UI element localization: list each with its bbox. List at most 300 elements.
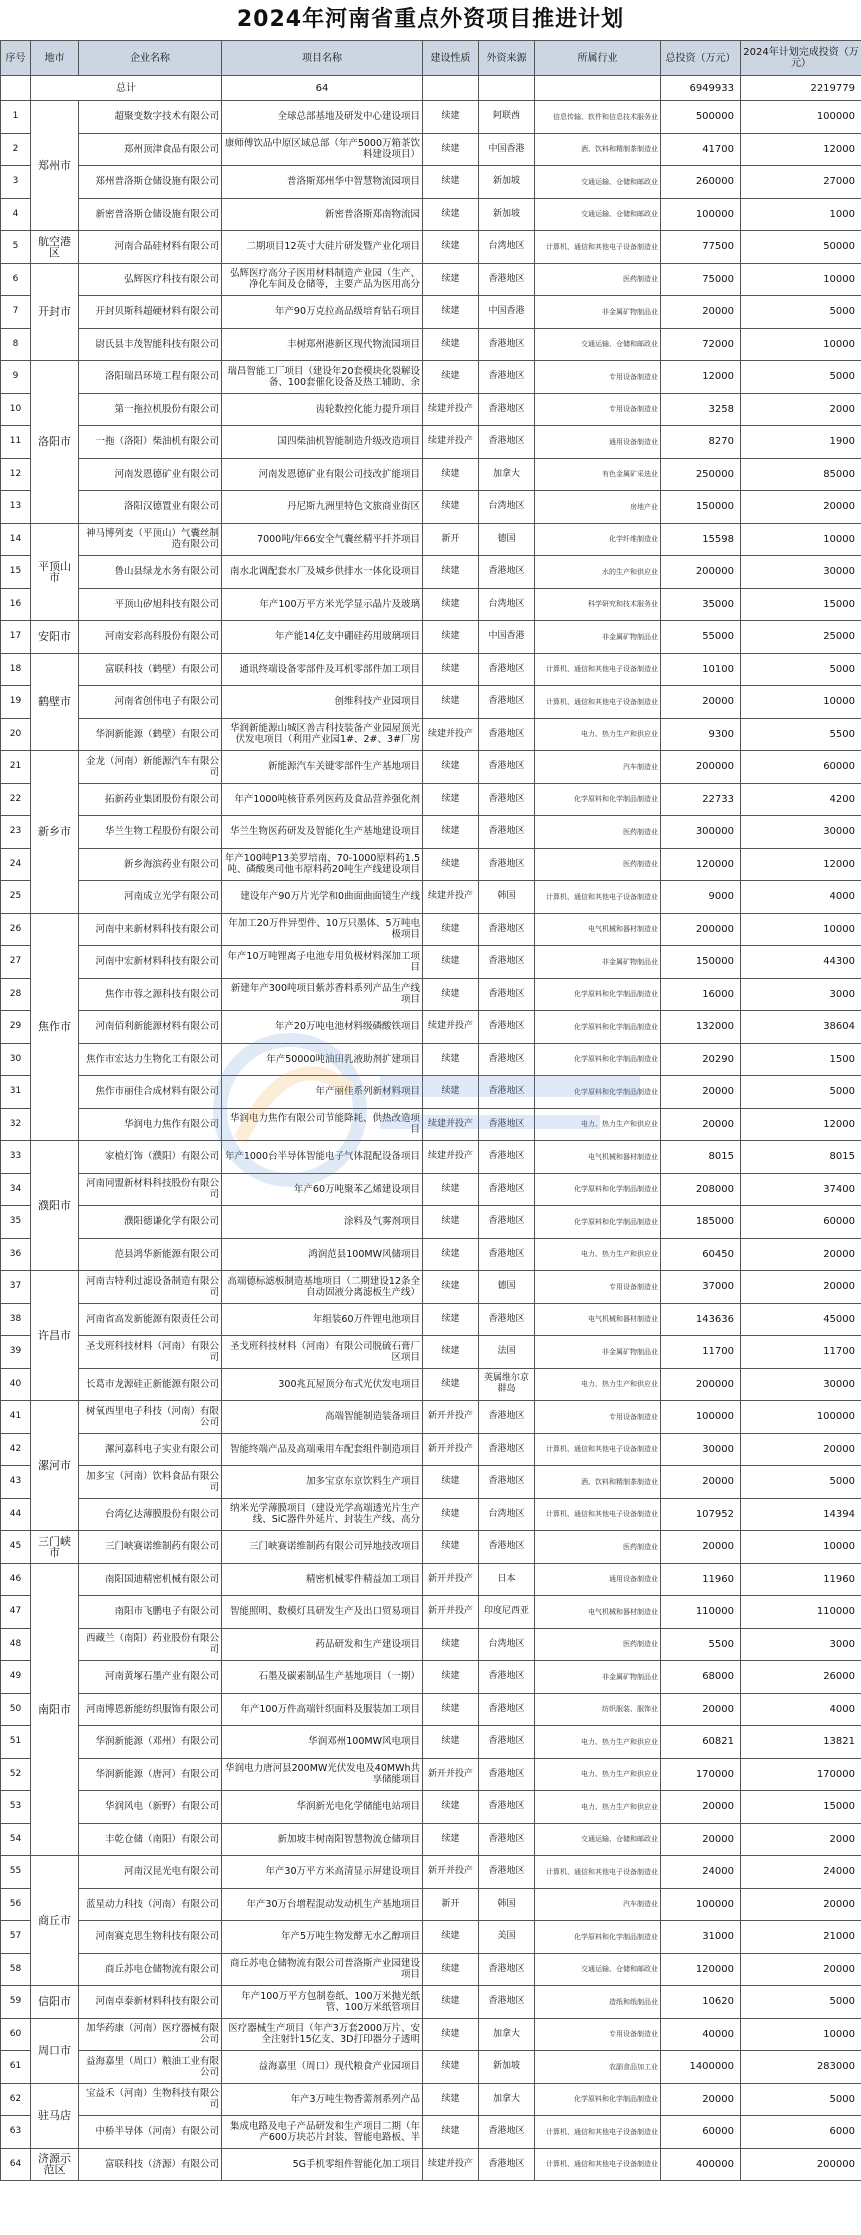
row-project: 年组装60万件锂电池项目 xyxy=(222,1303,423,1336)
row-industry: 交通运输、仓储和邮政业 xyxy=(535,1823,661,1856)
row-nature: 续建 xyxy=(423,328,479,361)
row-nature: 续建 xyxy=(423,1726,479,1759)
row-source: 加拿大 xyxy=(479,2083,535,2116)
table-row xyxy=(1,783,861,816)
row-nature: 续建 xyxy=(423,588,479,621)
row-city: 南阳市 xyxy=(31,1563,79,1856)
row-total-invest: 143636 xyxy=(661,1303,741,1336)
row-source: 香港地区 xyxy=(479,263,535,296)
row-company: 丰乾仓储（南阳）有限公司 xyxy=(79,1823,222,1856)
row-company: 新乡海滨药业有限公司 xyxy=(79,848,222,881)
total-count: 64 xyxy=(222,76,423,101)
row-company: 商丘苏电仓储物流有限公司 xyxy=(79,1953,222,1986)
row-company: 河南卓泰新材料科技有限公司 xyxy=(79,1986,222,2019)
row-nature: 续建 xyxy=(423,686,479,719)
row-project: 三门峡赛诺维制药有限公司异地技改项目 xyxy=(222,1531,423,1564)
row-nature: 续建 xyxy=(423,1791,479,1824)
row-project: 年加工20万件异型件、10万只墨体、5万吨电极项目 xyxy=(222,913,423,946)
row-plan-invest: 30000 xyxy=(741,816,861,849)
row-source: 香港地区 xyxy=(479,1856,535,1889)
row-company: 华润新能源（鹤壁）有限公司 xyxy=(79,718,222,751)
row-total-invest: 150000 xyxy=(661,491,741,524)
row-company: 宝益禾（河南）生物科技有限公司 xyxy=(79,2083,222,2116)
row-no: 26 xyxy=(1,913,31,946)
table-row xyxy=(1,198,861,231)
row-source: 德国 xyxy=(479,1271,535,1304)
row-no: 6 xyxy=(1,263,31,296)
row-nature: 续建 xyxy=(423,263,479,296)
row-source: 法国 xyxy=(479,1336,535,1369)
row-source: 香港地区 xyxy=(479,1206,535,1239)
table-row xyxy=(1,328,861,361)
row-project: 新加坡丰树南阳智慧物流仓储项目 xyxy=(222,1823,423,1856)
col-header-source: 外资来源 xyxy=(479,41,535,76)
row-total-invest: 110000 xyxy=(661,1596,741,1629)
row-nature: 新开并投产 xyxy=(423,1433,479,1466)
row-total-invest: 3258 xyxy=(661,393,741,426)
table-row xyxy=(1,1758,861,1791)
table-row xyxy=(1,686,861,719)
row-company: 河南省创伟电子有限公司 xyxy=(79,686,222,719)
table-row xyxy=(1,913,861,946)
row-plan-invest: 4000 xyxy=(741,1693,861,1726)
row-industry: 通用设备制造业 xyxy=(535,1563,661,1596)
row-plan-invest: 283000 xyxy=(741,2051,861,2084)
row-project: 全球总部基地及研发中心建设项目 xyxy=(222,101,423,134)
row-industry: 电力、热力生产和供应业 xyxy=(535,1238,661,1271)
row-plan-invest: 100000 xyxy=(741,1401,861,1434)
table-row xyxy=(1,978,861,1011)
row-project: 华润新能源山城区善吉科技装备产业园屋顶光伏发电项目（利用产业园1#、2#、3#厂房 xyxy=(222,718,423,751)
row-source: 新加坡 xyxy=(479,166,535,199)
row-nature: 续建 xyxy=(423,1661,479,1694)
row-no: 41 xyxy=(1,1401,31,1434)
row-project: 集成电路及电子产品研发和生产项目二期（年产600万块芯片封装、智能电路板、半 xyxy=(222,2116,423,2149)
row-source: 香港地区 xyxy=(479,816,535,849)
row-company: 河南发恩德矿业有限公司 xyxy=(79,458,222,491)
total-row xyxy=(1,76,861,101)
row-no: 29 xyxy=(1,1011,31,1044)
table-row xyxy=(1,1011,861,1044)
row-total-invest: 9000 xyxy=(661,881,741,914)
row-total-invest: 20000 xyxy=(661,1823,741,1856)
row-company: 濮阳德谦化学有限公司 xyxy=(79,1206,222,1239)
row-plan-invest: 10000 xyxy=(741,328,861,361)
row-source: 台湾地区 xyxy=(479,588,535,621)
row-total-invest: 11960 xyxy=(661,1563,741,1596)
row-industry: 交通运输、仓储和邮政业 xyxy=(535,166,661,199)
row-source: 台湾地区 xyxy=(479,491,535,524)
row-no: 43 xyxy=(1,1466,31,1499)
row-plan-invest: 5000 xyxy=(741,653,861,686)
row-total-invest: 150000 xyxy=(661,946,741,979)
table-row xyxy=(1,523,861,556)
row-no: 34 xyxy=(1,1173,31,1206)
row-nature: 续建并投产 xyxy=(423,1108,479,1141)
row-nature: 续建 xyxy=(423,1173,479,1206)
row-source: 香港地区 xyxy=(479,1303,535,1336)
row-total-invest: 72000 xyxy=(661,328,741,361)
row-project: 年产30万台增程混动发动机生产基地项目 xyxy=(222,1888,423,1921)
row-nature: 续建 xyxy=(423,2018,479,2051)
row-no: 56 xyxy=(1,1888,31,1921)
row-no: 24 xyxy=(1,848,31,881)
row-source: 韩国 xyxy=(479,1888,535,1921)
row-source: 中国香港 xyxy=(479,296,535,329)
row-nature: 续建 xyxy=(423,133,479,166)
row-source: 英属维尔京群岛 xyxy=(479,1368,535,1401)
row-industry: 农副食品加工业 xyxy=(535,2051,661,2084)
table-row xyxy=(1,263,861,296)
row-nature: 续建并投产 xyxy=(423,881,479,914)
row-industry: 水的生产和供应业 xyxy=(535,556,661,589)
row-company: 河南安彩高科股份有限公司 xyxy=(79,621,222,654)
row-city: 洛阳市 xyxy=(31,361,79,524)
row-nature: 续建 xyxy=(423,621,479,654)
row-plan-invest: 14394 xyxy=(741,1498,861,1531)
row-city: 安阳市 xyxy=(31,621,79,654)
row-source: 香港地区 xyxy=(479,1108,535,1141)
row-no: 54 xyxy=(1,1823,31,1856)
row-industry: 化学原料和化学制品制造业 xyxy=(535,1206,661,1239)
row-total-invest: 15598 xyxy=(661,523,741,556)
col-header-city: 地市 xyxy=(31,41,79,76)
row-plan-invest: 3000 xyxy=(741,1628,861,1661)
row-no: 57 xyxy=(1,1921,31,1954)
row-plan-invest: 50000 xyxy=(741,231,861,264)
row-project: 年产1000台半导体智能电子气体混配设备项目 xyxy=(222,1141,423,1174)
row-plan-invest: 1500 xyxy=(741,1043,861,1076)
row-plan-invest: 30000 xyxy=(741,556,861,589)
table-row xyxy=(1,1238,861,1271)
row-plan-invest: 5000 xyxy=(741,2083,861,2116)
row-company: 加多宝（河南）饮料食品有限公司 xyxy=(79,1466,222,1499)
table-row xyxy=(1,1661,861,1694)
table-row xyxy=(1,1433,861,1466)
row-source: 香港地区 xyxy=(479,718,535,751)
table-row xyxy=(1,1856,861,1889)
row-no: 16 xyxy=(1,588,31,621)
row-source: 香港地区 xyxy=(479,1726,535,1759)
row-industry: 化学原料和化学制品制造业 xyxy=(535,1076,661,1109)
table-row xyxy=(1,1303,861,1336)
row-industry: 专用设备制造业 xyxy=(535,393,661,426)
row-nature: 续建 xyxy=(423,1076,479,1109)
table-row xyxy=(1,816,861,849)
row-no: 42 xyxy=(1,1433,31,1466)
table-row xyxy=(1,491,861,524)
row-no: 51 xyxy=(1,1726,31,1759)
row-no: 32 xyxy=(1,1108,31,1141)
row-nature: 新开 xyxy=(423,1888,479,1921)
row-project: 智能终端产品及高端乘用车配套组件制造项目 xyxy=(222,1433,423,1466)
row-plan-invest: 5000 xyxy=(741,1466,861,1499)
row-no: 44 xyxy=(1,1498,31,1531)
row-project: 年产30万平方米高清显示屏建设项目 xyxy=(222,1856,423,1889)
row-company: 平顶山矽旭科技有限公司 xyxy=(79,588,222,621)
row-no: 25 xyxy=(1,881,31,914)
table-row xyxy=(1,1953,861,1986)
row-industry: 医药制造业 xyxy=(535,1628,661,1661)
table-row xyxy=(1,1791,861,1824)
row-nature: 续建 xyxy=(423,2083,479,2116)
row-project: 齿轮数控化能力提升项目 xyxy=(222,393,423,426)
table-row xyxy=(1,621,861,654)
row-plan-invest: 85000 xyxy=(741,458,861,491)
row-nature: 续建 xyxy=(423,783,479,816)
row-company: 圣戈班科技材料（河南）有限公司 xyxy=(79,1336,222,1369)
row-city: 新乡市 xyxy=(31,751,79,914)
row-nature: 续建 xyxy=(423,491,479,524)
row-nature: 续建 xyxy=(423,751,479,784)
row-no: 59 xyxy=(1,1986,31,2019)
table-row xyxy=(1,718,861,751)
row-nature: 续建 xyxy=(423,296,479,329)
row-project: 加多宝京东京饮料生产项目 xyxy=(222,1466,423,1499)
row-no: 39 xyxy=(1,1336,31,1369)
row-company: 华兰生物工程股份有限公司 xyxy=(79,816,222,849)
row-plan-invest: 11700 xyxy=(741,1336,861,1369)
row-total-invest: 68000 xyxy=(661,1661,741,1694)
row-plan-invest: 11960 xyxy=(741,1563,861,1596)
row-project: 高端智能制造装备项目 xyxy=(222,1401,423,1434)
row-industry: 电力、热力生产和供应业 xyxy=(535,1108,661,1141)
row-nature: 续建 xyxy=(423,946,479,979)
row-source: 新加坡 xyxy=(479,2051,535,2084)
row-nature: 续建并投产 xyxy=(423,426,479,459)
row-source: 香港地区 xyxy=(479,751,535,784)
row-source: 香港地区 xyxy=(479,1531,535,1564)
row-company: 新密普洛斯仓储设施有限公司 xyxy=(79,198,222,231)
row-project: 圣戈班科技材料（河南）有限公司脱硫石膏厂区项目 xyxy=(222,1336,423,1369)
row-plan-invest: 21000 xyxy=(741,1921,861,1954)
row-project: 年产100万平方米光学显示晶片及玻璃 xyxy=(222,588,423,621)
row-nature: 续建并投产 xyxy=(423,1141,479,1174)
row-total-invest: 208000 xyxy=(661,1173,741,1206)
row-company: 洛阳瑞昌环境工程有限公司 xyxy=(79,361,222,394)
table-row xyxy=(1,1628,861,1661)
row-industry: 酒、饮料和精制茶制造业 xyxy=(535,133,661,166)
row-source: 香港地区 xyxy=(479,1953,535,1986)
table-row xyxy=(1,1596,861,1629)
row-nature: 新开 xyxy=(423,523,479,556)
row-nature: 续建 xyxy=(423,2051,479,2084)
row-industry: 化学原料和化学制品制造业 xyxy=(535,1921,661,1954)
row-source: 香港地区 xyxy=(479,1076,535,1109)
row-plan-invest: 20000 xyxy=(741,1271,861,1304)
row-total-invest: 22733 xyxy=(661,783,741,816)
total-label: 总计 xyxy=(31,76,222,101)
row-no: 10 xyxy=(1,393,31,426)
table-row xyxy=(1,2083,861,2116)
table-row xyxy=(1,133,861,166)
row-source: 香港地区 xyxy=(479,2148,535,2181)
table-row xyxy=(1,1336,861,1369)
row-city: 商丘市 xyxy=(31,1856,79,1986)
row-source: 香港地区 xyxy=(479,556,535,589)
row-total-invest: 24000 xyxy=(661,1856,741,1889)
row-source: 阿联酋 xyxy=(479,101,535,134)
row-source: 香港地区 xyxy=(479,1758,535,1791)
row-source: 台湾地区 xyxy=(479,1628,535,1661)
row-nature: 新开并投产 xyxy=(423,1758,479,1791)
row-plan-invest: 170000 xyxy=(741,1758,861,1791)
table-row xyxy=(1,2051,861,2084)
table-row xyxy=(1,848,861,881)
row-project: 商丘苏电仓储物流有限公司普洛斯产业园建设项目 xyxy=(222,1953,423,1986)
row-project: 弘辉医疗高分子医用材料制造产业园（生产、净化车间及仓储等，主要产品为医用高分 xyxy=(222,263,423,296)
row-nature: 续建 xyxy=(423,653,479,686)
row-industry: 造纸和纸制品业 xyxy=(535,1986,661,2019)
row-industry: 非金属矿物制品业 xyxy=(535,1661,661,1694)
table-row xyxy=(1,1141,861,1174)
row-industry: 电气机械和器材制造业 xyxy=(535,1303,661,1336)
table-row xyxy=(1,231,861,264)
row-source: 香港地区 xyxy=(479,1693,535,1726)
row-plan-invest: 12000 xyxy=(741,133,861,166)
row-nature: 续建 xyxy=(423,1303,479,1336)
row-company: 超聚变数字技术有限公司 xyxy=(79,101,222,134)
row-no: 31 xyxy=(1,1076,31,1109)
row-company: 富联科技（鹤壁）有限公司 xyxy=(79,653,222,686)
row-industry: 通用设备制造业 xyxy=(535,426,661,459)
row-nature: 续建 xyxy=(423,1823,479,1856)
table-row xyxy=(1,1921,861,1954)
row-project: 年产100吨P13美罗培南、70-1000原料药1.5吨、磷酸奥司他韦原料药20吨生产线建设项目 xyxy=(222,848,423,881)
table-row xyxy=(1,1206,861,1239)
row-company: 河南合晶硅材料有限公司 xyxy=(79,231,222,264)
row-company: 河南省高发新能源有限责任公司 xyxy=(79,1303,222,1336)
row-source: 台湾地区 xyxy=(479,231,535,264)
row-project: 精密机械零件精益加工项目 xyxy=(222,1563,423,1596)
row-no: 62 xyxy=(1,2083,31,2116)
row-nature: 续建 xyxy=(423,2116,479,2149)
row-nature: 续建 xyxy=(423,1206,479,1239)
row-project: 新密普洛斯郑南物流园 xyxy=(222,198,423,231)
row-company: 开封贝斯科超硬材料有限公司 xyxy=(79,296,222,329)
row-plan-invest: 38604 xyxy=(741,1011,861,1044)
row-plan-invest: 20000 xyxy=(741,1433,861,1466)
row-industry: 计算机、通信和其他电子设备制造业 xyxy=(535,2116,661,2149)
row-nature: 续建 xyxy=(423,1368,479,1401)
row-plan-invest: 26000 xyxy=(741,1661,861,1694)
row-project: 建设年产90万片光学和0曲面曲面镜生产线 xyxy=(222,881,423,914)
row-industry: 交通运输、仓储和邮政业 xyxy=(535,198,661,231)
row-project: 年产50000吨油田乳液助剂扩建项目 xyxy=(222,1043,423,1076)
row-industry: 计算机、通信和其他电子设备制造业 xyxy=(535,881,661,914)
table-row xyxy=(1,426,861,459)
row-plan-invest: 10000 xyxy=(741,523,861,556)
row-industry: 医药制造业 xyxy=(535,816,661,849)
row-industry: 电力、热力生产和供应业 xyxy=(535,1791,661,1824)
row-industry: 电力、热力生产和供应业 xyxy=(535,1758,661,1791)
row-industry: 房地产业 xyxy=(535,491,661,524)
row-no: 35 xyxy=(1,1206,31,1239)
row-no: 58 xyxy=(1,1953,31,1986)
col-header-project: 项目名称 xyxy=(222,41,423,76)
row-source: 韩国 xyxy=(479,881,535,914)
row-nature: 新开并投产 xyxy=(423,1596,479,1629)
row-industry: 计算机、通信和其他电子设备制造业 xyxy=(535,231,661,264)
row-plan-invest: 60000 xyxy=(741,751,861,784)
row-total-invest: 10620 xyxy=(661,1986,741,2019)
row-total-invest: 100000 xyxy=(661,1888,741,1921)
row-industry: 医药制造业 xyxy=(535,848,661,881)
table-row xyxy=(1,393,861,426)
row-company: 华润新能源（邓州）有限公司 xyxy=(79,1726,222,1759)
row-company: 弘辉医疗科技有限公司 xyxy=(79,263,222,296)
row-industry: 计算机、通信和其他电子设备制造业 xyxy=(535,653,661,686)
row-no: 63 xyxy=(1,2116,31,2149)
row-total-invest: 132000 xyxy=(661,1011,741,1044)
row-source: 印度尼西亚 xyxy=(479,1596,535,1629)
row-city: 信阳市 xyxy=(31,1986,79,2019)
row-source: 香港地区 xyxy=(479,361,535,394)
row-company: 河南佰利新能源材料有限公司 xyxy=(79,1011,222,1044)
table-row xyxy=(1,653,861,686)
row-source: 香港地区 xyxy=(479,426,535,459)
row-total-invest: 500000 xyxy=(661,101,741,134)
row-no: 15 xyxy=(1,556,31,589)
row-industry: 酒、饮料和精制茶制造业 xyxy=(535,1466,661,1499)
row-total-invest: 77500 xyxy=(661,231,741,264)
row-plan-invest: 10000 xyxy=(741,263,861,296)
row-no: 17 xyxy=(1,621,31,654)
row-source: 香港地区 xyxy=(479,2116,535,2149)
row-plan-invest: 45000 xyxy=(741,1303,861,1336)
row-source: 香港地区 xyxy=(479,913,535,946)
row-project: 年产100万件高端针织面料及服装加工项目 xyxy=(222,1693,423,1726)
row-total-invest: 55000 xyxy=(661,621,741,654)
row-nature: 续建 xyxy=(423,361,479,394)
table-row xyxy=(1,2148,861,2181)
row-source: 加拿大 xyxy=(479,458,535,491)
row-industry: 化学原料和化学制品制造业 xyxy=(535,1011,661,1044)
row-total-invest: 11700 xyxy=(661,1336,741,1369)
row-project: 年产60万吨聚苯乙烯建设项目 xyxy=(222,1173,423,1206)
row-industry: 汽车制造业 xyxy=(535,1888,661,1921)
row-company: 台湾亿达薄膜股份有限公司 xyxy=(79,1498,222,1531)
row-industry: 汽车制造业 xyxy=(535,751,661,784)
table-row xyxy=(1,1108,861,1141)
table-row xyxy=(1,1043,861,1076)
row-industry: 纺织服装、服饰业 xyxy=(535,1693,661,1726)
row-project: 涂料及气雾剂项目 xyxy=(222,1206,423,1239)
row-industry: 有色金属矿采选业 xyxy=(535,458,661,491)
row-project: 年产1000吨核苷系列医药及食品营养强化剂 xyxy=(222,783,423,816)
row-no: 60 xyxy=(1,2018,31,2051)
row-total-invest: 5500 xyxy=(661,1628,741,1661)
row-total-invest: 31000 xyxy=(661,1921,741,1954)
row-project: 华润邓州100MW风电项目 xyxy=(222,1726,423,1759)
row-no: 21 xyxy=(1,751,31,784)
table-row xyxy=(1,881,861,914)
row-total-invest: 20000 xyxy=(661,1076,741,1109)
table-row xyxy=(1,296,861,329)
row-no: 40 xyxy=(1,1368,31,1401)
row-company: 河南黄塚石墨产业有限公司 xyxy=(79,1661,222,1694)
row-project: 康师傅饮品中原区域总部（年产5000万箱茶饮料建设项目） xyxy=(222,133,423,166)
row-plan-invest: 15000 xyxy=(741,588,861,621)
page-title: 2024年河南省重点外资项目推进计划 xyxy=(236,7,625,32)
row-project: 年产丽佳系列新材料项目 xyxy=(222,1076,423,1109)
row-total-invest: 20000 xyxy=(661,686,741,719)
row-nature: 续建并投产 xyxy=(423,393,479,426)
row-industry: 交通运输、仓储和邮政业 xyxy=(535,1953,661,1986)
row-plan-invest: 27000 xyxy=(741,166,861,199)
row-project: 药品研发和生产建设项目 xyxy=(222,1628,423,1661)
row-company: 家植灯饰（濮阳）有限公司 xyxy=(79,1141,222,1174)
